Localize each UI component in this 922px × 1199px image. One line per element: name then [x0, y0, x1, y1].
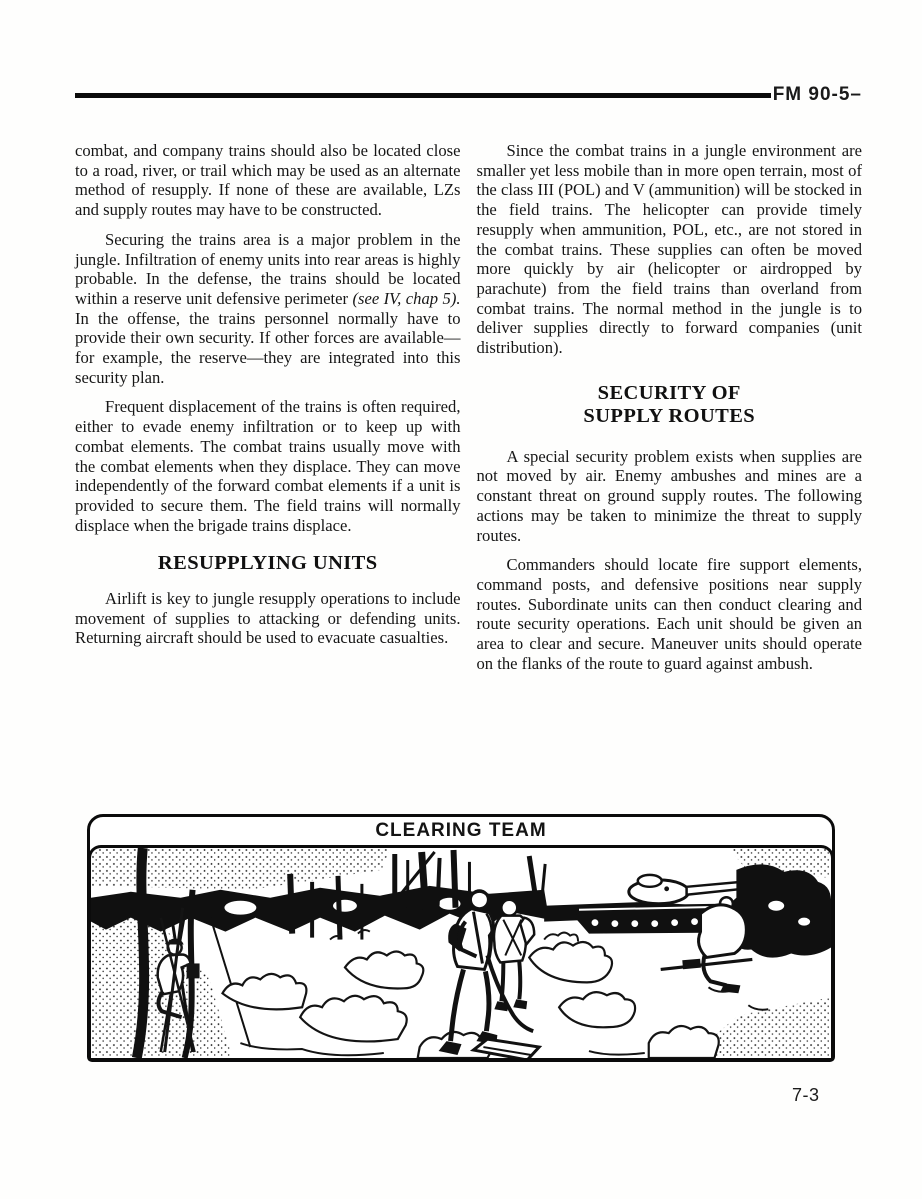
mine-sweeper-soldier: [439, 891, 540, 1058]
figure-illustration-frame: [88, 845, 834, 1061]
paragraph: Airlift is key to jungle resupply operations to include movement of supplies to attacking or defending units. Returning aircraft should be used to evacuate casualties.: [75, 588, 461, 648]
section-heading-security-of-supply-routes: [477, 382, 863, 429]
italic-citation: (see IV, chap 5).: [352, 288, 461, 308]
clearing-team-figure: [87, 814, 835, 1062]
body-columns: [75, 141, 862, 683]
paragraph: Commanders should locate fire support elements, command posts, and defensive positions near supply routes. Subordinate units can then conduct clearing and route security operations. Each unit should be given an area to clear and secure. Maneuver units should operate on the flanks of the route to guard against ambush.: [476, 555, 862, 673]
paragraph: A special security problem exists when supplies are not moved by air. Enemy ambushes and mines are a constant threat on ground supply routes. The following actions may be taken to minimize the threat to supply routes.: [476, 446, 862, 545]
clearing-team-illustration: [91, 848, 831, 1058]
mine-detector-handle: [487, 955, 533, 1031]
paragraph: combat, and company trains should also be located close to a road, river, or trail which may be used as an alternate method of resupply. If none of these are available, LZs and supply routes may have to be constructed.: [75, 141, 461, 220]
header-rule: [75, 93, 771, 98]
page-header: [75, 84, 862, 106]
texture-canopy-top: [91, 848, 390, 890]
paragraph-text: In the offense, the trains personnel normally have to provide their own security. If other forces are available—for example, the reserve—they are integrated into this security plan.: [75, 308, 461, 387]
left-column: [75, 141, 461, 683]
section-heading-resupplying-units: RESUPPLYING UNITS: [157, 552, 378, 575]
rifle: [661, 959, 753, 969]
paragraph: Frequent displacement of the trains is often required, either to evade enemy infiltration or to keep up with combat elements. The combat trains usually move with the combat elements when they displace. They can move independently of the forward combat elements if a unit is provided to secure them. The field trains will normally displace when the brigade trains displace.: [75, 397, 461, 535]
paragraph-text: Securing the trains area is a major problem in the jungle. Infiltration of enemy units into rear areas is highly probable. In the defense, the trains should be located within a reserve unit defensive perimeter: [75, 229, 461, 308]
document-id: FM 90-5–: [772, 84, 862, 105]
figure-title: CLEARING TEAM: [375, 820, 547, 841]
paragraph: Since the combat trains in a jungle environment are smaller yet less mobile than in more open terrain, most of the class III (POL) and V (ammunition) will be stocked in the field trains. The helicopter can provide timely resupply when ammunition, POL, etc., are not stored in the combat trains. These supplies can often be moved more quickly by air (helicopter or airdropped by parachute) from the field trains than overland from combat trains. The normal method in the jungle is to deliver supplies directly to forward companies (unit distribution).: [476, 141, 862, 358]
paragraph: [75, 230, 461, 388]
heading-line: SUPPLY ROUTES: [583, 405, 756, 428]
page-number: 7-3: [792, 1085, 820, 1105]
right-column: [477, 141, 863, 683]
heading-line: SECURITY OF: [597, 381, 741, 404]
